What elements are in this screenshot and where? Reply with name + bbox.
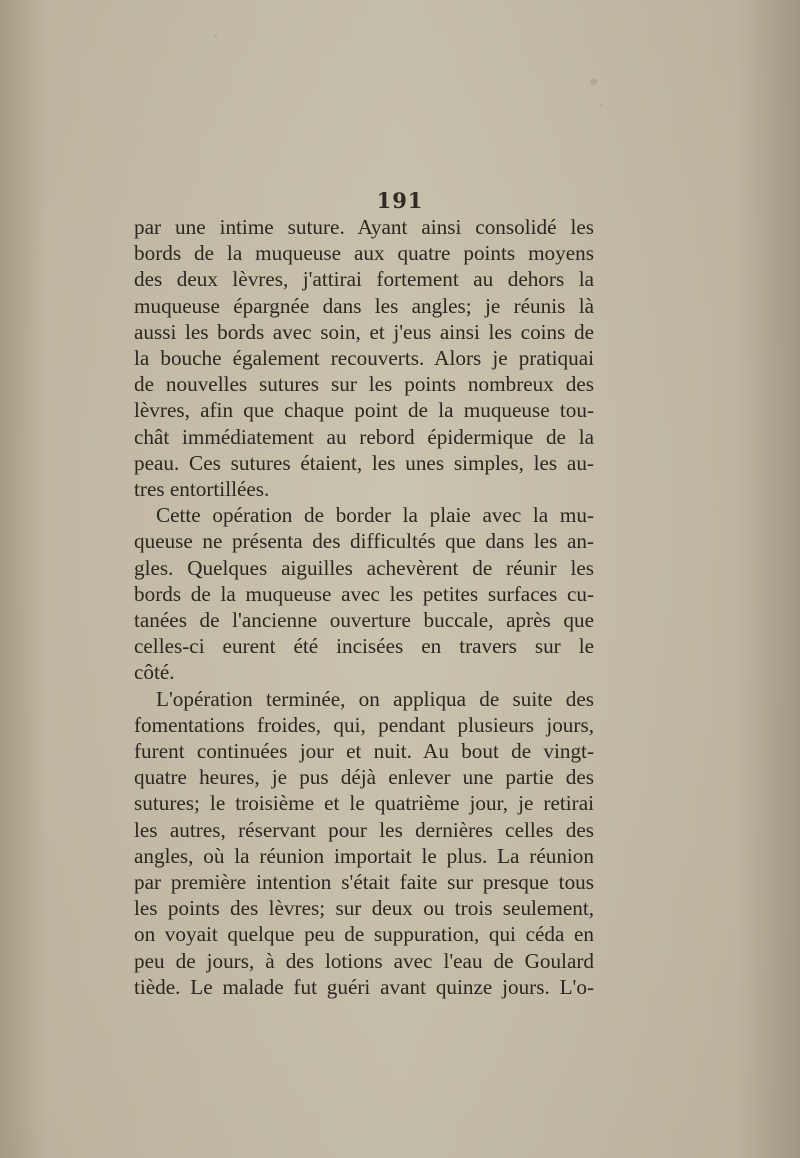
paper-stain — [214, 34, 217, 37]
text-line: lèvres, afin que chaque point de la muqueuse tou- — [134, 398, 594, 423]
text-line: tiède. Le malade fut guéri avant quinze jours. L'o- — [134, 974, 594, 999]
text-line: L'opération terminée, on appliqua de suite des — [156, 686, 594, 711]
paragraph — [134, 214, 594, 502]
text-line: aussi les bords avec soin, et j'eus ainsi les coins de — [134, 319, 594, 344]
text-line: gles. Quelques aiguilles achevèrent de réunir les — [134, 555, 594, 580]
paragraph — [134, 502, 594, 685]
text-line: de nouvelles sutures sur les points nombreux des — [134, 372, 594, 397]
text-line: chât immédiatement au rebord épidermique de la — [134, 424, 594, 449]
paragraph — [134, 686, 594, 1000]
text-line: côté. — [134, 660, 175, 685]
text-line: queuse ne présenta des difficultés que dans les an- — [134, 529, 594, 554]
text-line: peau. Ces sutures étaient, les unes simples, les au- — [134, 450, 594, 475]
text-line: tanées de l'ancienne ouverture buccale, après que — [134, 608, 594, 633]
paper-stain — [590, 78, 597, 85]
text-line: la bouche également recouverts. Alors je pratiquai — [134, 346, 594, 371]
text-line: bords de la muqueuse aux quatre points moyens — [134, 241, 594, 266]
text-line: par première intention s'était faite sur presque tous — [134, 870, 594, 895]
text-line: bords de la muqueuse avec les petites surfaces cu- — [134, 581, 594, 606]
text-line: angles, où la réunion importait le plus. La réunion — [134, 843, 594, 868]
text-line: furent continuées jour et nuit. Au bout de vingt- — [134, 739, 594, 764]
text-line: les autres, réservant pour les dernières celles des — [134, 817, 594, 842]
text-line: peu de jours, à des lotions avec l'eau de Goulard — [134, 948, 594, 973]
text-line: les points des lèvres; sur deux ou trois seulement, — [134, 896, 594, 921]
text-line: tres entortillées. — [134, 477, 270, 502]
body-text — [134, 214, 594, 1000]
text-line: Cette opération de border la plaie avec la mu- — [156, 503, 594, 528]
text-line: quatre heures, je pus déjà enlever une partie des — [134, 765, 594, 790]
text-line: par une intime suture. Ayant ainsi consolidé les — [134, 215, 594, 239]
text-line: muqueuse épargnée dans les angles; je réunis là — [134, 293, 594, 318]
text-line: des deux lèvres, j'attirai fortement au dehors la — [134, 267, 594, 292]
page-number: 191 — [376, 188, 424, 213]
text-line: fomentations froides, qui, pendant plusieurs jours, — [134, 712, 594, 737]
text-line: sutures; le troisième et le quatrième jour, je retirai — [134, 791, 594, 816]
text-line: on voyait quelque peu de suppuration, qui céda en — [134, 922, 594, 947]
text-line: celles-ci eurent été incisées en travers sur le — [134, 634, 594, 659]
paper-stain — [600, 104, 603, 107]
